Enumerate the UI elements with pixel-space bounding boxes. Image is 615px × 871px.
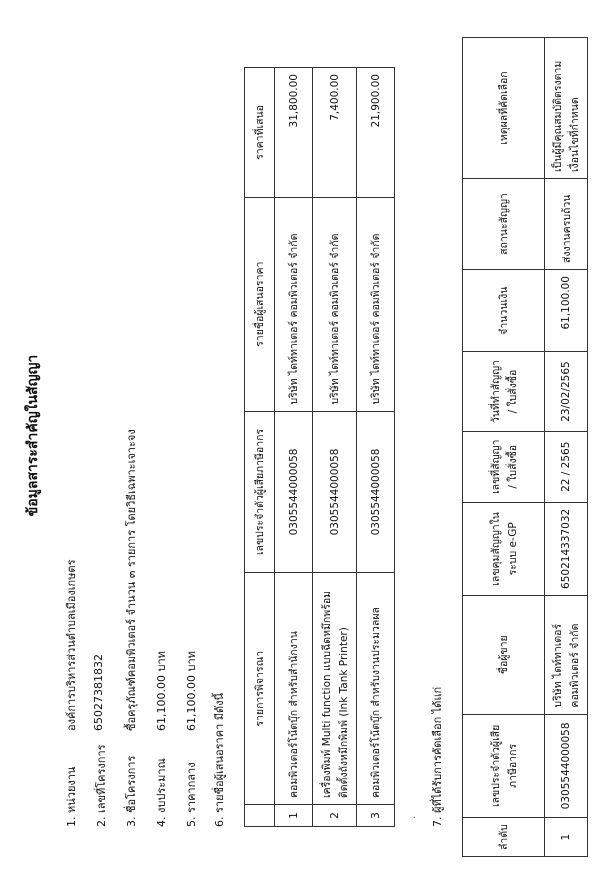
info-label: 3. ชื่อโครงการ (125, 755, 138, 827)
row-number: 1 (545, 818, 588, 857)
tax-id: 0305544000058 (545, 714, 588, 818)
info-label: 1. หน่วยงาน (65, 766, 78, 827)
column-header: วันที่ทำสัญญา / ใบสั่งซื้อ (463, 352, 545, 431)
contract-number: 22 / 2565 (545, 431, 588, 502)
table-header-row (245, 68, 275, 827)
info-value: 65027381832 (92, 654, 105, 731)
bidders-table (244, 67, 395, 827)
tax-id: 0305544000058 (275, 411, 313, 573)
column-header: ลำดับ (463, 818, 545, 857)
project-info (62, 429, 212, 827)
info-row (152, 429, 182, 827)
info-row (182, 429, 212, 827)
bidders-section-label: 6. รายชื่อผู้เสนอราคา มีดังนี้ (213, 692, 226, 827)
bidder-name: บริษัท ไดท์ทาเตอร์ คอมพิวเตอร์ จำกัด (357, 197, 395, 411)
column-header (245, 805, 275, 827)
tax-id: 0305544000058 (313, 411, 357, 573)
document-title: ข้อมูลสาระสำคัญในสัญญา (25, 354, 41, 517)
row-number: 2 (313, 805, 357, 827)
info-label: 2. เลขที่โครงการ (95, 744, 108, 827)
item-name: คอมพิวเตอร์โน้ตบุ๊ก สำหรับสำนักงาน (275, 573, 313, 805)
info-label: 5. ราคากลาง (185, 762, 198, 827)
winner-section-label: 7. ผู้ที่ได้รับการคัดเลือก ได้แก่ (431, 686, 444, 827)
column-header: สถานะสัญญา (463, 179, 545, 270)
bidder-name: บริษัท ไดท์ทาเตอร์ คอมพิวเตอร์ จำกัด (275, 197, 313, 411)
info-label: 4. งบประมาณ (155, 758, 168, 827)
info-value: 61,100.00 บาท (155, 651, 168, 731)
column-header: ชื่อผู้ขาย (463, 595, 545, 714)
tax-id: 0305544000058 (357, 411, 395, 573)
column-header: เลขที่สัญญา / ใบสั่งซื้อ (463, 431, 545, 502)
column-header: ราคาที่เสนอ (245, 68, 275, 198)
column-header: เลขประจำตัวผู้เสียภาษีอากร (463, 714, 545, 818)
table-row (357, 68, 395, 827)
row-number: 1 (275, 805, 313, 827)
info-row (122, 429, 152, 827)
contract-status: ส่งงานครบถ้วน (545, 179, 588, 270)
item-name: เครื่องพิมพ์ Multi function แบบฉีดหมึกพร้อมติดตั้งถังหมึกพิมพ์ (Ink Tank Printer) (313, 573, 357, 805)
scan-mark: · (410, 815, 421, 819)
offered-price: 21,900.00 (357, 68, 395, 198)
column-header: รายชื่อผู้เสนอราคา (245, 197, 275, 411)
info-row (62, 429, 92, 827)
offered-price: 31,800.00 (275, 68, 313, 198)
info-row (92, 429, 122, 827)
column-header: เหตุผลที่คัดเลือก (463, 38, 545, 179)
column-header: รายการพิจารณา (245, 573, 275, 805)
info-value: องค์การบริหารส่วนตำบลเมืองเกษตร (65, 559, 78, 731)
contract-amount: 61,100.00 (545, 270, 588, 352)
info-value: ซื้อครุภัณฑ์คอมพิวเตอร์ จำนวน ๓ รายการ โดยวิธีเฉพาะเจาะจง (125, 429, 138, 731)
selection-reason: เป็นผู้มีคุณสมบัติตรงตามเงื่อนไขที่กำหนด (545, 38, 588, 179)
column-header: จำนวนเงิน (463, 270, 545, 352)
item-name: คอมพิวเตอร์โน้ตบุ๊ก สำหรับงานประมวลผล (357, 573, 395, 805)
table-header-row (463, 38, 545, 857)
table-row (313, 68, 357, 827)
offered-price: 7,400.00 (313, 68, 357, 198)
egp-control-number: 650214337032 (545, 502, 588, 595)
contract-date: 23/02/2565 (545, 352, 588, 431)
vendor-name: บริษัท ไดท์ทาเตอร์ คอมพิวเตอร์ จำกัด (545, 595, 588, 714)
table-row (275, 68, 313, 827)
info-value: 61,100.00 บาท (185, 651, 198, 731)
column-header: เลขประจำตัวผู้เสียภาษีอากร (245, 411, 275, 573)
bidder-name: บริษัท ไดท์ทาเตอร์ คอมพิวเตอร์ จำกัด (313, 197, 357, 411)
table-row (545, 38, 588, 857)
column-header: เลขคุมสัญญาในระบบ e-GP (463, 502, 545, 595)
winner-table (462, 37, 588, 857)
row-number: 3 (357, 805, 395, 827)
